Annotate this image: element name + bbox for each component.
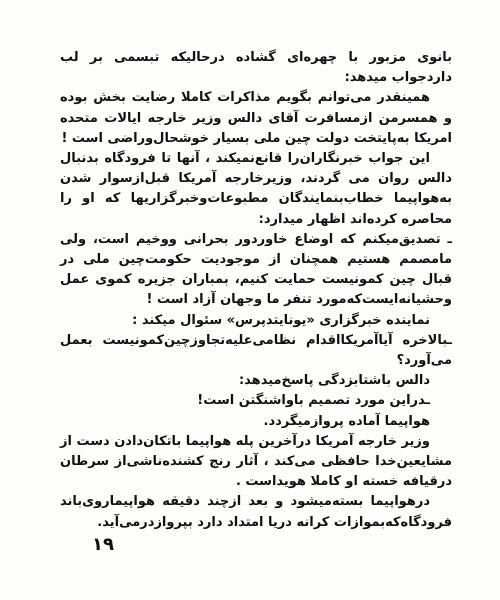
paragraph-10: وزیر خارجه آمریکا درآخرین پله هواپیما باتکان‌دادن دست از مشایعین‌خدا حافظی می‌کند ، آثار رنج کشنده‌ناشی‌از سرطان درقیافه خسته او کاملا هویداست . (60, 433, 452, 490)
page-number: ۱۹ (92, 534, 114, 555)
paragraph-11: درهواپیما بسته‌میشود و بعد ازچند دقیقه هواپیماروی‌باند فرودگاه‌که‌بموازات کرانه دریا امتداد دارد بپروازدرمی‌آید. (60, 494, 452, 530)
body-text (60, 48, 452, 533)
paragraph-4: ـ تصدیق‌میکنم که اوضاع خاوردور بحرانی ووخیم است، ولی مامصمم هستیم همچنان از موجودیت حکومت‌چین ملی در قبال چین کمونیست حمایت کنیم، بمباران جزیره کموی عمل وحشیانه‌ایست‌که‌مورد تنفر ما وجهان آزاد است ! (60, 231, 452, 308)
paragraph-8: ـدراین مورد تصمیم باواشنگتن است! (197, 393, 430, 409)
paragraph-9: هواپیما آماده پروازمیگردد. (263, 413, 430, 429)
paragraph-6: ـبالاخره آیاآمریکااقدام نظامی‌علیه‌تجاوزچین‌کمونیست بعمل می‌آورد؟ (60, 332, 452, 369)
paragraph-5: نماینده خبرگزاری «یونایتدپرس» سئوال میکند : (132, 312, 430, 328)
paragraph-3: این جواب خبرنگاران‌را قانع‌نمیکند ، آنها تا فرودگاه بدنبال دالس روان می گردند، وزیرخارجه آمریکا قبل‌ازسوار شدن به‌هواپیما خطاب‌بنمایندگان مطبوعات‌وخبرگزاریها که او را محاصره کرده‌اند اظهار میدارد: (60, 151, 452, 227)
paragraph-2: همینقدر می‌توانم بگویم مذاکرات کاملا رضایت بخش بوده و همسرمن ازمسافرت آقای دالس وزیر خارجه ایالات متحده امریکا به‌پایتخت دولت چین ملی بسیار خوشحال‌وراضی است ! (60, 90, 452, 146)
paragraph-1: بانوی مزبور با چهره‌ای گشاده درحالیکه تبسمی بر لب داردجواب میدهد: (60, 50, 452, 86)
paragraph-7: دالس باشتابزدگی پاسخ‌میدهد: (238, 373, 430, 389)
